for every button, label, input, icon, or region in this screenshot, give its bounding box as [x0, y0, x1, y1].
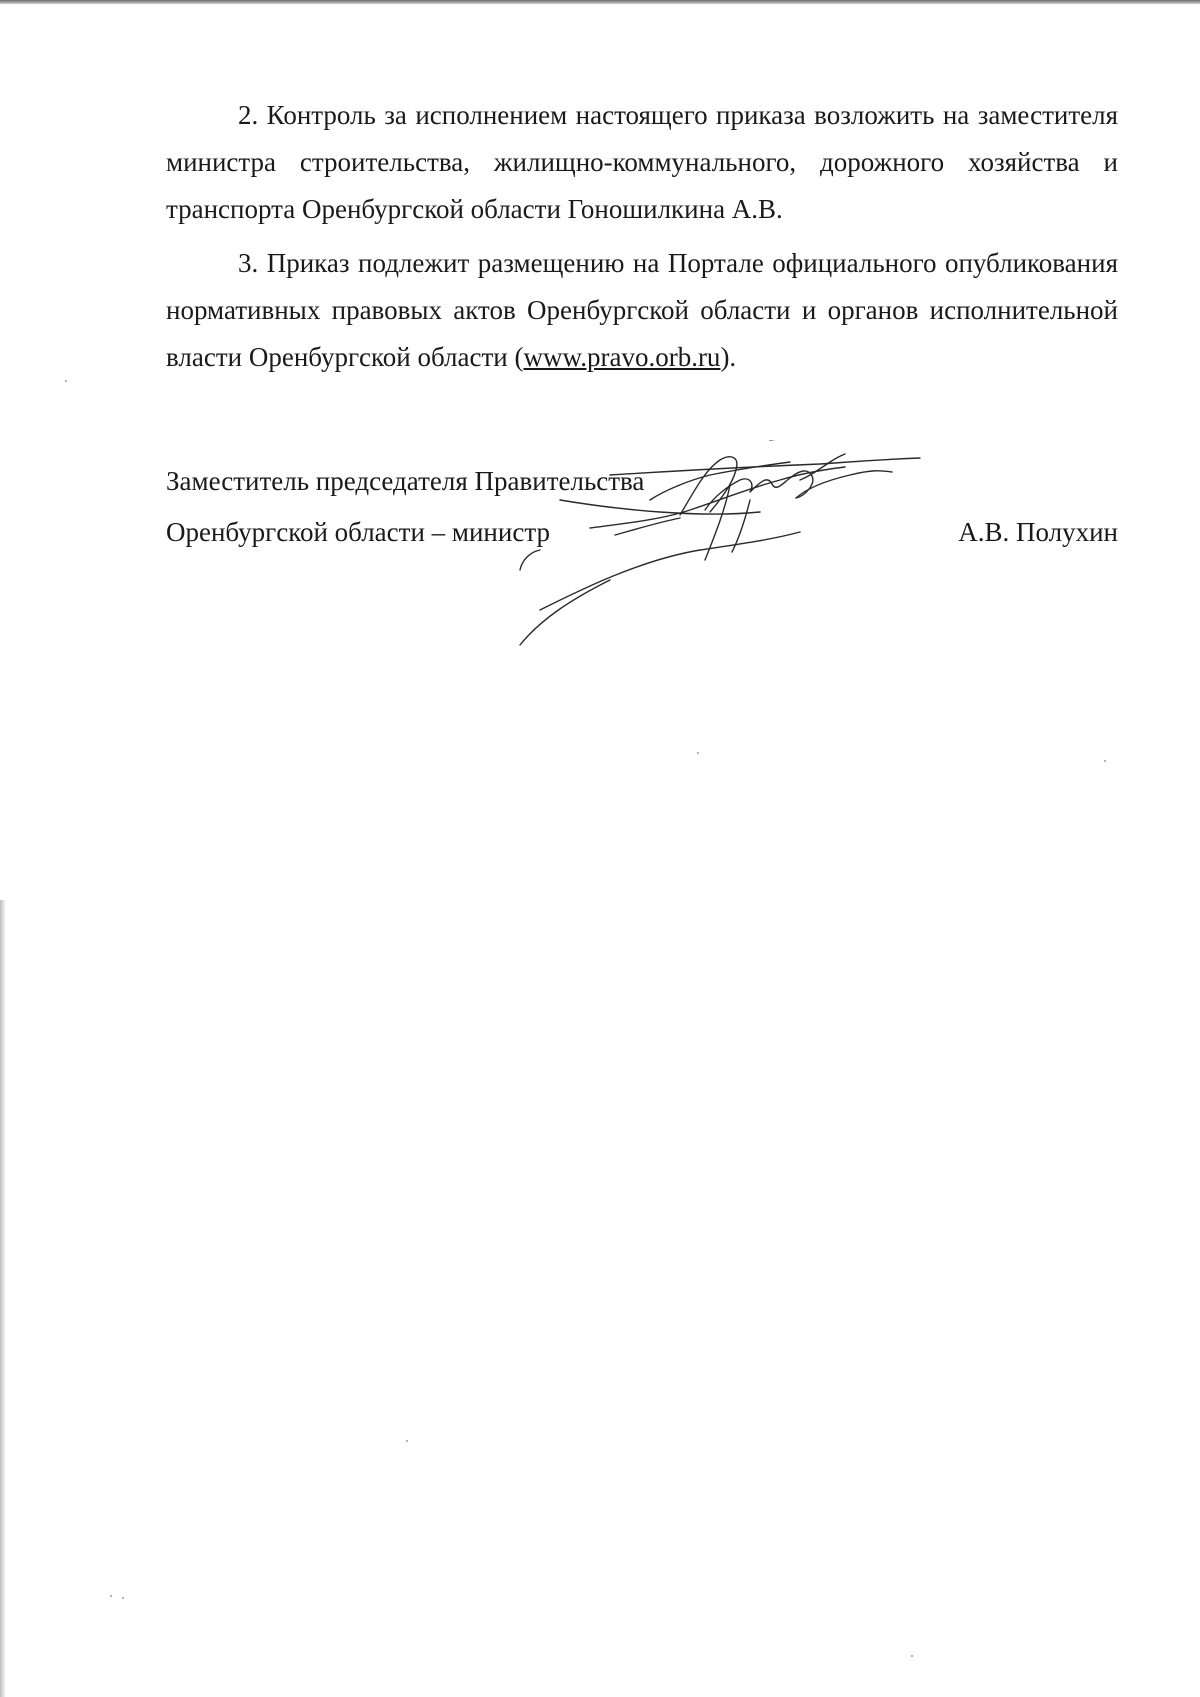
- paragraph-2-text: 2. Контроль за исполнением настоящего приказа возложить на заместителя министра строительства, жилищно-коммунального, дорожного хозяйства и транспорта Оренбургской области Гоношилкина А.В.: [166, 100, 1118, 224]
- scan-left-shadow: [0, 900, 6, 1697]
- signatory-title-line-1: Заместитель председателя Правительства: [166, 466, 645, 496]
- paragraph-2: [166, 92, 1118, 233]
- scan-speck: [65, 380, 67, 382]
- scan-speck: [110, 1595, 112, 1597]
- handwritten-signature-icon: [500, 440, 940, 650]
- portal-link[interactable]: www.pravo.orb.ru: [523, 342, 721, 372]
- signatory-name: А.В. Полухин: [958, 517, 1118, 547]
- page-top-edge: [0, 0, 1200, 4]
- scan-speck: [911, 1655, 913, 1657]
- paragraph-3: [166, 240, 1118, 381]
- scan-speck: [1104, 760, 1106, 762]
- scan-speck: [406, 1440, 408, 1442]
- paragraph-3-text-end: ).: [720, 342, 737, 372]
- scan-speck: [697, 752, 699, 754]
- paragraph-3-text: 3. Приказ подлежит размещению на Портале официального опубликования нормативных правовых актов Оренбургской области и органов исполнительной власти Оренбургской области (: [166, 248, 1118, 372]
- scan-speck: [122, 1597, 124, 1599]
- signatory-title-line-2: Оренбургской области – министр: [166, 517, 550, 547]
